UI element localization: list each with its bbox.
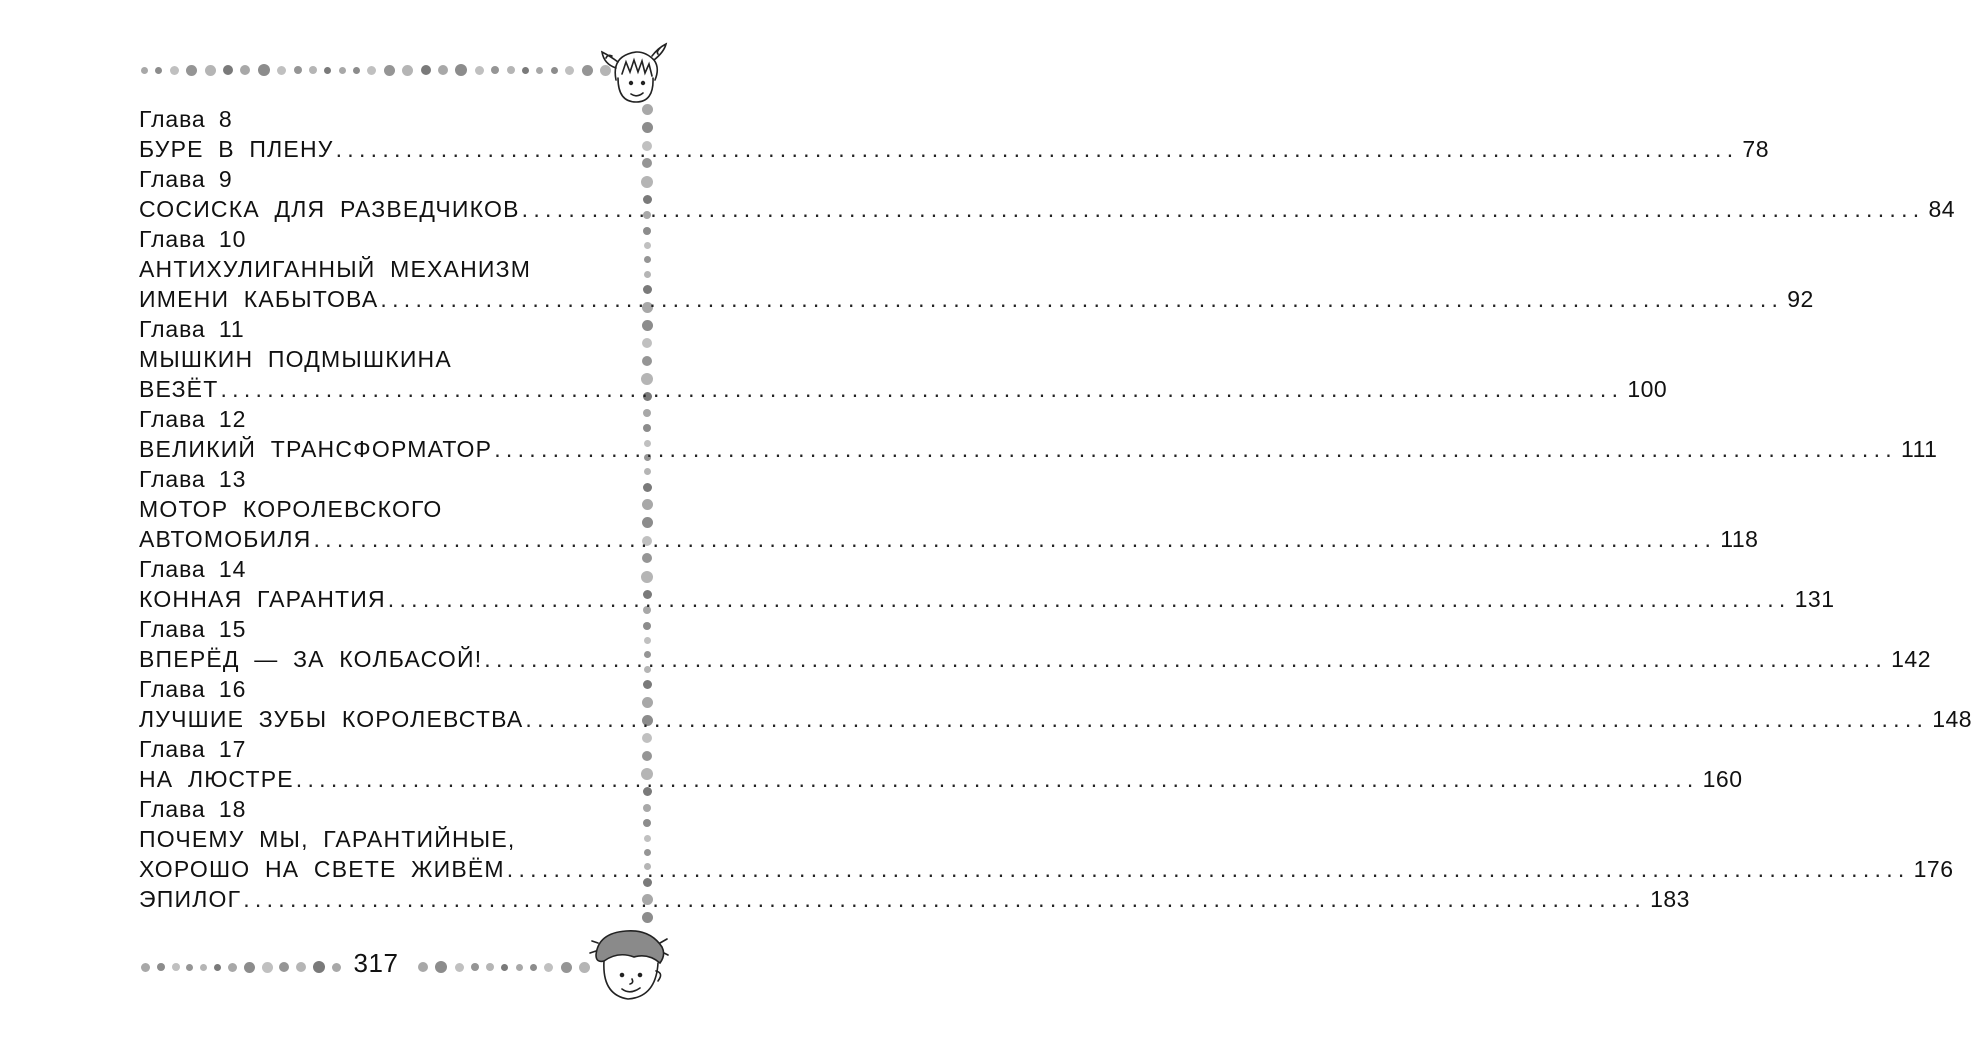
- toc-entry-page: 100: [1627, 376, 1668, 402]
- dot-leader: ........................................................................................................................: [243, 886, 1647, 912]
- border-dot: [644, 271, 651, 278]
- toc-entry-page: 148: [1932, 706, 1972, 732]
- chapter-label: Глава 11: [139, 316, 245, 342]
- toc-entry[interactable]: [139, 434, 1938, 464]
- chapter-title-line: ПОЧЕМУ МЫ, ГАРАНТИЙНЫЕ,: [139, 826, 516, 852]
- border-dot: [157, 963, 165, 971]
- toc-entry-title: ВЕЛИКИЙ ТРАНСФОРМАТОР: [139, 436, 493, 462]
- toc-entry-title: КОННАЯ ГАРАНТИЯ: [139, 586, 386, 612]
- border-dot: [141, 963, 150, 972]
- girl-face-icon: [598, 38, 668, 108]
- toc-entry-title: СОСИСКА ДЛЯ РАЗВЕДЧИКОВ: [139, 196, 520, 222]
- dot-leader: ........................................................................................................................: [521, 196, 1925, 222]
- toc-entry-page: 84: [1928, 196, 1956, 222]
- toc-entry[interactable]: [139, 644, 1931, 674]
- dot-leader: ........................................................................................................................: [295, 766, 1699, 792]
- toc-entry-title: ЭПИЛОГ: [139, 886, 242, 912]
- border-dot: [214, 964, 221, 971]
- toc-entry-title: ХОРОШО НА СВЕТЕ ЖИВЁМ: [139, 856, 505, 882]
- border-dot: [642, 751, 652, 761]
- top-dotted-border: [141, 63, 611, 77]
- chapter-title-line: АНТИХУЛИГАННЫЙ МЕХАНИЗМ: [139, 256, 532, 282]
- border-dot: [471, 963, 479, 971]
- border-dot: [582, 65, 593, 76]
- border-dot: [642, 553, 652, 563]
- chapter-label: Глава 16: [139, 676, 247, 702]
- border-dot: [644, 835, 651, 842]
- border-dot: [643, 680, 652, 689]
- dot-leader: ........................................................................................................................: [494, 436, 1898, 462]
- chapter-label: Глава 12: [139, 406, 247, 432]
- bottom-dotted-border-right: [418, 960, 590, 974]
- border-dot: [418, 962, 428, 972]
- toc-entry[interactable]: [139, 374, 1668, 404]
- dot-leader: ........................................................................................................................: [220, 376, 1624, 402]
- border-dot: [421, 65, 431, 75]
- border-dot: [642, 499, 653, 510]
- border-dot: [172, 963, 180, 971]
- border-dot: [279, 962, 289, 972]
- border-dot: [155, 67, 162, 74]
- border-dot: [277, 66, 286, 75]
- chapter-title-line: МОТОР КОРОЛЕВСКОГО: [139, 496, 443, 522]
- toc-group: [139, 614, 1931, 674]
- border-dot: [536, 67, 543, 74]
- border-dot: [455, 64, 467, 76]
- toc-entry[interactable]: [139, 134, 1769, 164]
- toc-group: [139, 224, 1814, 314]
- toc-entry-page: 142: [1891, 646, 1931, 672]
- border-dot: [200, 964, 207, 971]
- border-dot: [491, 66, 499, 74]
- border-dot: [240, 65, 250, 75]
- border-dot: [565, 66, 574, 75]
- border-dot: [641, 571, 653, 583]
- border-dot: [244, 962, 255, 973]
- toc-group: [139, 884, 1690, 914]
- boy-face-icon: [590, 925, 668, 1005]
- toc-entry[interactable]: [139, 704, 1972, 734]
- border-dot: [544, 963, 553, 972]
- dot-leader: ........................................................................................................................: [313, 526, 1717, 552]
- border-dot: [643, 424, 651, 432]
- toc-group: [139, 104, 1769, 164]
- border-dot: [205, 65, 216, 76]
- border-dot: [642, 733, 652, 743]
- toc-entry-page: 118: [1720, 526, 1759, 552]
- border-dot: [296, 962, 306, 972]
- border-dot: [644, 242, 651, 249]
- right-dotted-border: [640, 104, 654, 924]
- border-dot: [309, 66, 317, 74]
- toc-group: [139, 734, 1743, 794]
- border-dot: [402, 65, 413, 76]
- toc-entry[interactable]: [139, 854, 1954, 884]
- border-dot: [262, 962, 273, 973]
- border-dot: [475, 66, 484, 75]
- border-dot: [367, 66, 376, 75]
- border-dot: [642, 320, 653, 331]
- border-dot: [353, 67, 360, 74]
- toc-entry-title: ВЕЗЁТ: [139, 376, 219, 402]
- chapter-label: Глава 15: [139, 616, 247, 642]
- border-dot: [455, 963, 464, 972]
- toc-group: [139, 794, 1954, 884]
- toc-entry[interactable]: [139, 524, 1759, 554]
- border-dot: [258, 64, 270, 76]
- chapter-label: Глава 9: [139, 166, 233, 192]
- toc-group: [139, 674, 1972, 734]
- border-dot: [339, 67, 346, 74]
- border-dot: [228, 963, 237, 972]
- chapter-label: Глава 8: [139, 106, 233, 132]
- chapter-label: Глава 13: [139, 466, 247, 492]
- border-dot: [643, 483, 652, 492]
- toc-entry-title: ЛУЧШИЕ ЗУБЫ КОРОЛЕВСТВА: [139, 706, 524, 732]
- toc-entry-page: 111: [1901, 436, 1938, 462]
- border-dot: [170, 66, 179, 75]
- border-dot: [384, 65, 395, 76]
- border-dot: [644, 256, 651, 263]
- border-dot: [643, 622, 651, 630]
- border-dot: [522, 67, 529, 74]
- toc-entry-title: АВТОМОБИЛЯ: [139, 526, 312, 552]
- toc-entry-page: 78: [1742, 136, 1769, 162]
- border-dot: [644, 468, 651, 475]
- border-dot: [324, 67, 331, 74]
- dot-leader: ........................................................................................................................: [335, 136, 1739, 162]
- border-dot: [641, 176, 653, 188]
- chapter-label: Глава 17: [139, 736, 247, 762]
- border-dot: [644, 637, 651, 644]
- border-dot: [501, 964, 508, 971]
- dot-leader: ........................................................................................................................: [525, 706, 1929, 732]
- toc-group: [139, 404, 1938, 464]
- border-dot: [643, 227, 651, 235]
- border-dot: [530, 964, 537, 971]
- toc-entry[interactable]: [139, 764, 1743, 794]
- bottom-dotted-border-left: [141, 960, 341, 974]
- border-dot: [642, 338, 652, 348]
- toc-entry-page: 92: [1787, 286, 1814, 312]
- border-dot: [435, 961, 447, 973]
- border-dot: [579, 962, 590, 973]
- toc-entry-title: ИМЕНИ КАБЫТОВА: [139, 286, 379, 312]
- dot-leader: ........................................................................................................................: [387, 586, 1791, 612]
- border-dot: [313, 961, 325, 973]
- toc-entry-title: НА ЛЮСТРЕ: [139, 766, 294, 792]
- toc-entry-page: 160: [1702, 766, 1743, 792]
- border-dot: [223, 65, 233, 75]
- dot-leader: ........................................................................................................................: [506, 856, 1910, 882]
- border-dot: [294, 66, 302, 74]
- table-of-contents: [139, 104, 1972, 914]
- chapter-label: Глава 14: [139, 556, 247, 582]
- border-dot: [516, 964, 523, 971]
- border-dot: [186, 65, 197, 76]
- border-dot: [186, 964, 193, 971]
- border-dot: [561, 962, 572, 973]
- toc-entry-title: БУРЕ В ПЛЕНУ: [139, 136, 334, 162]
- border-dot: [643, 819, 651, 827]
- toc-group: [139, 314, 1668, 404]
- toc-entry[interactable]: [139, 584, 1835, 614]
- page-number: 317: [353, 948, 399, 978]
- toc-entry[interactable]: [139, 884, 1690, 914]
- chapter-label: Глава 18: [139, 796, 247, 822]
- border-dot: [507, 66, 515, 74]
- chapter-label: Глава 10: [139, 226, 247, 252]
- border-dot: [643, 409, 651, 417]
- toc-entry[interactable]: [139, 194, 1956, 224]
- border-dot: [141, 67, 148, 74]
- border-dot: [642, 912, 653, 923]
- toc-entry[interactable]: [139, 284, 1814, 314]
- chapter-title-line: МЫШКИН ПОДМЫШКИНА: [139, 346, 452, 372]
- border-dot: [486, 963, 494, 971]
- border-dot: [551, 67, 558, 74]
- border-dot: [642, 356, 652, 366]
- toc-group: [139, 554, 1835, 614]
- border-dot: [332, 963, 341, 972]
- border-dot: [438, 65, 448, 75]
- border-dot: [643, 804, 651, 812]
- border-dot: [642, 122, 653, 133]
- dot-leader: ........................................................................................................................: [380, 286, 1784, 312]
- toc-entry-page: 176: [1913, 856, 1954, 882]
- toc-entry-page: 131: [1794, 586, 1835, 612]
- toc-group: [139, 464, 1759, 554]
- dot-leader: ........................................................................................................................: [484, 646, 1888, 672]
- toc-entry-page: 183: [1650, 886, 1690, 912]
- toc-entry-title: ВПЕРЁД — ЗА КОЛБАСОЙ!: [139, 646, 483, 672]
- toc-group: [139, 164, 1956, 224]
